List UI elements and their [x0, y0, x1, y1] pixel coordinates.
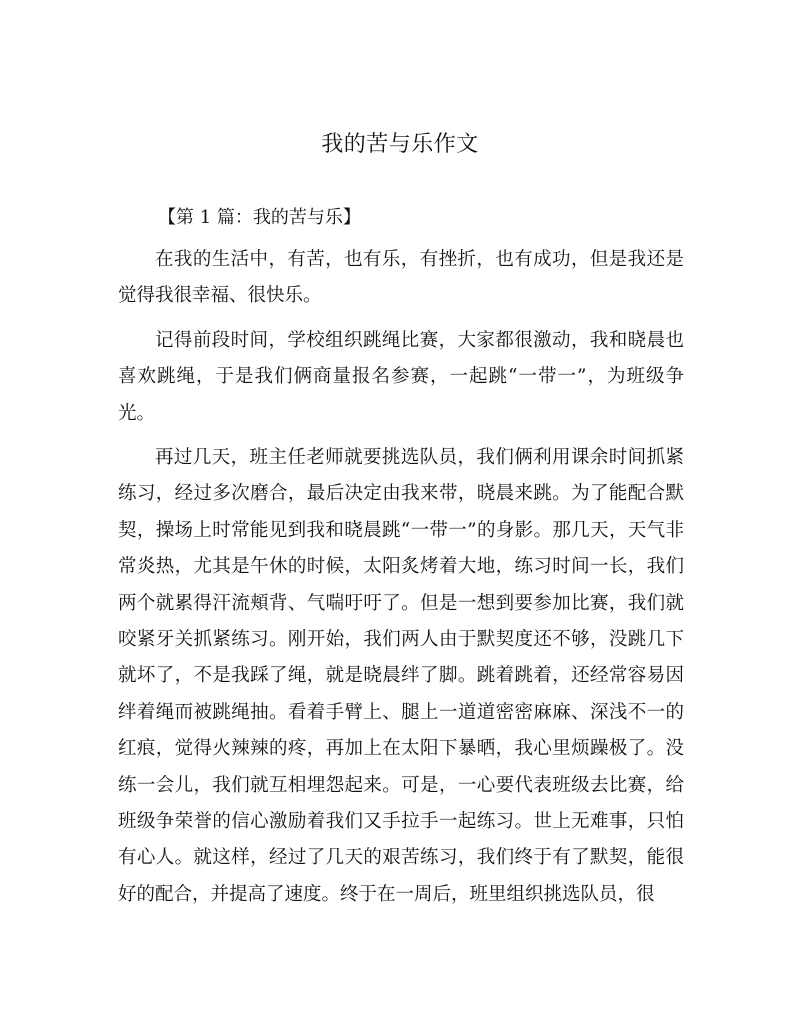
paragraph-1: 在我的生活中，有苦，也有乐，有挫折，也有成功，但是我还是觉得我很幸福、很快乐。: [118, 249, 684, 307]
paragraph-2-block: [118, 323, 684, 432]
paragraph-2: 记得前段时间，学校组织跳绳比赛，大家都很激动，我和晓晨也喜欢跳绳，于是我们俩商量报名参赛，一起跳“一带一”，为班级争光。: [118, 330, 684, 424]
document-title: 我的苦与乐作文: [321, 132, 479, 157]
paragraph-3-block: [118, 440, 684, 913]
paragraph-1-block: [118, 242, 684, 315]
section-heading: 【第 1 篇：我的苦与乐】: [158, 207, 361, 228]
paragraph-3: 再过几天，班主任老师就要挑选队员，我们俩利用课余时间抓紧练习，经过多次磨合，最后决定由我来带，晓晨来跳。为了能配合默契，操场上时常能见到我和晓晨跳“一带一”的身影。那几天，天气非常炎热，尤其是午休的时候，太阳炙烤着大地，练习时间一长，我们两个就累得汗流頬背、气喘吁吁了。但是一想到要参加比赛，我们就咬紧牙关抓紧练习。刚开始，我们两人由于默契度还不够，没跳几下就坏了，不是我踩了绳，就是晓晨绊了脚。跳着跳着，还经常容易因绊着绳而被跳绳抽。看着手臂上、腿上一道道密密麻麻、深浅不一的红痕，觉得火辣辣的疼，再加上在太阳下暴晒，我心里烦躁极了。没练一会儿，我们就互相埋怨起来。可是，一心要代表班级去比赛，给班级争荣誉的信心激励着我们又手拉手一起练习。世上无难事，只怕有心人。就这样，经过了几天的艰苦练习，我们终于有了默契，能很好的配合，并提高了速度。终于在一周后，班里组织挑选队员，很: [118, 447, 684, 905]
